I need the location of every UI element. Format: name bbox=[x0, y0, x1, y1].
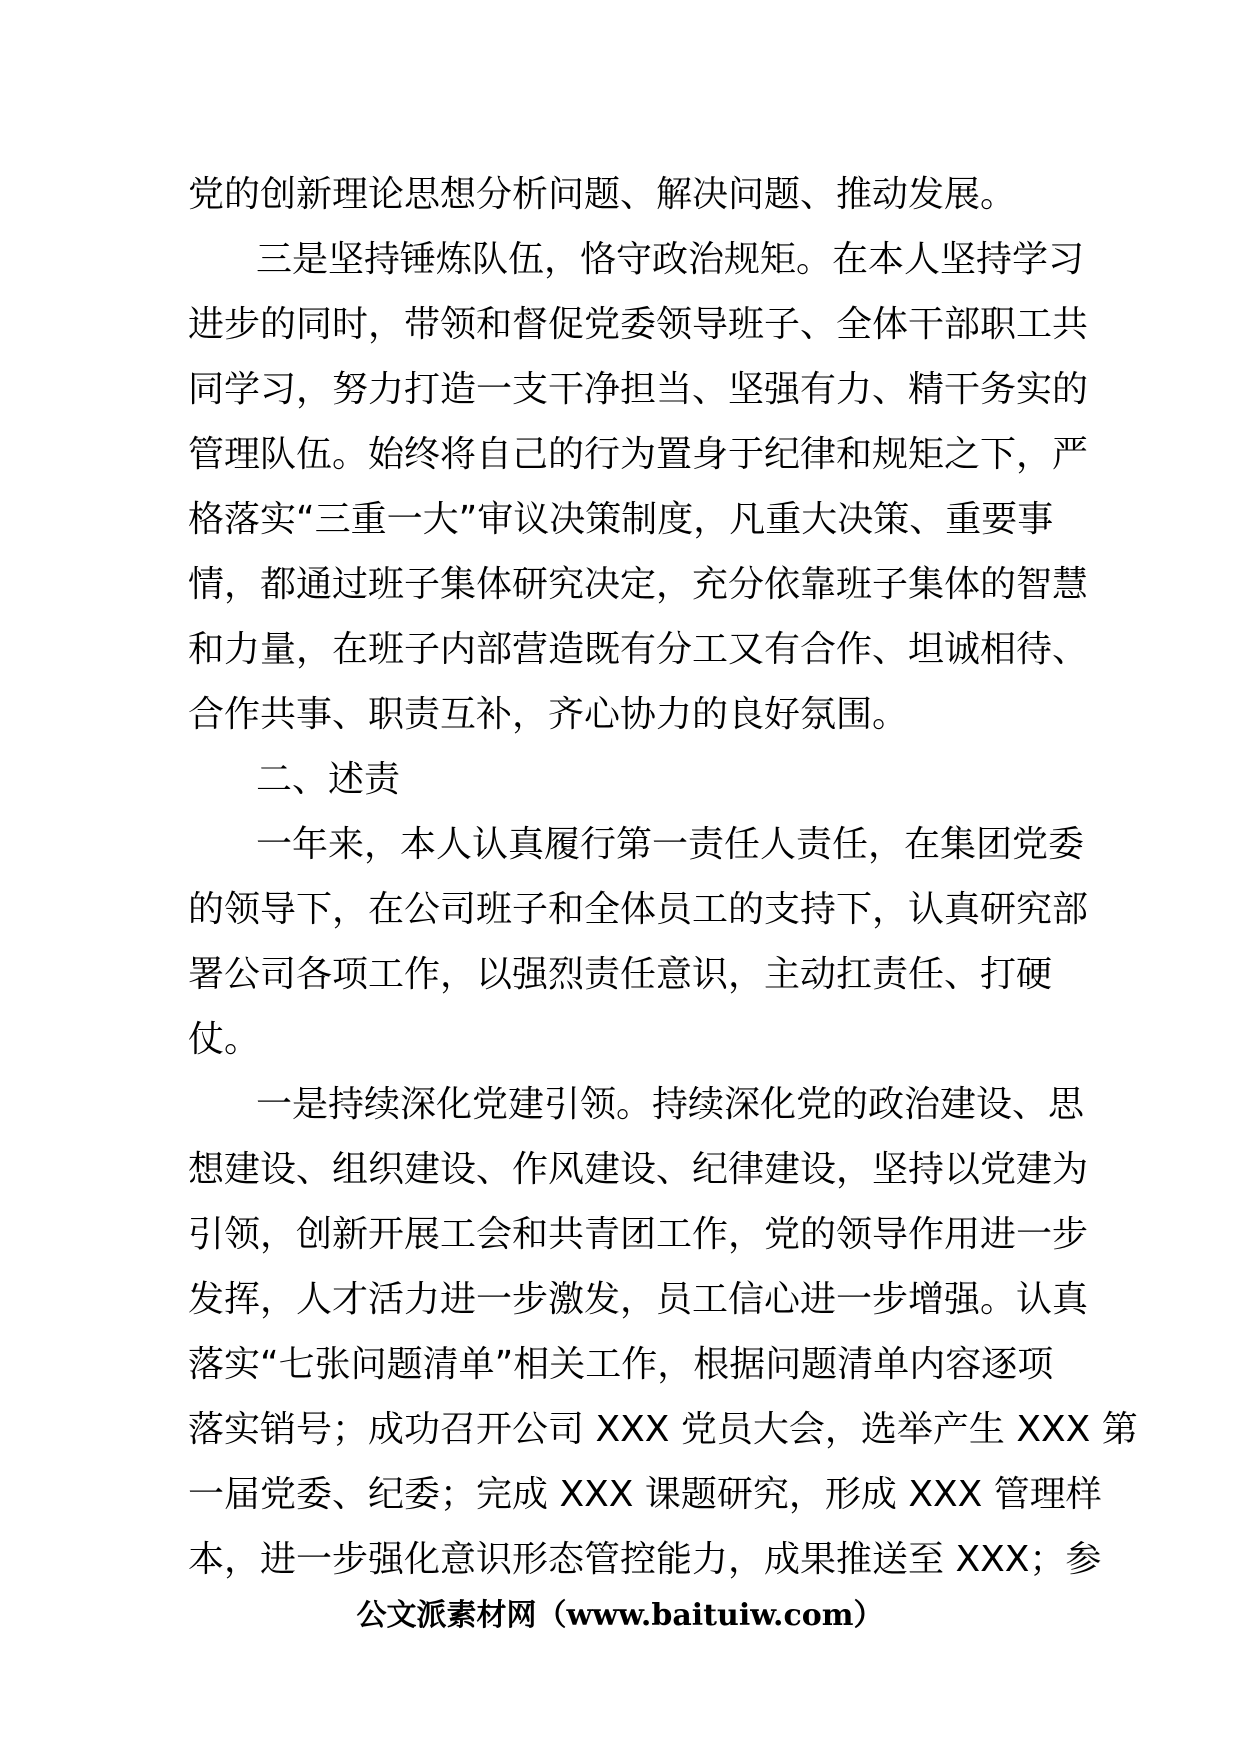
text-line: 格落实“三重一大”审议决策制度，凡重大决策、重要事 bbox=[188, 499, 1054, 540]
section-heading: 二、述责 bbox=[256, 759, 401, 800]
text-line: 三是坚持锤炼队伍，恪守政治规矩。在本人坚持学习 bbox=[256, 239, 1085, 280]
text-line: 进步的同时，带领和督促党委领导班子、全体干部职工共 bbox=[188, 304, 1089, 345]
text-line: 的领导下，在公司班子和全体员工的支持下，认真研究部 bbox=[188, 889, 1089, 930]
text-line: 情，都通过班子集体研究决定，充分依靠班子集体的智慧 bbox=[188, 564, 1089, 605]
text-line: 落实销号；成功召开公司 XXX 党员大会，选举产生 XXX 第 bbox=[188, 1409, 1138, 1450]
text-line: 想建设、组织建设、作风建设、纪律建设，坚持以党建为 bbox=[188, 1149, 1089, 1190]
body-text bbox=[188, 162, 1138, 1592]
text-line: 一是持续深化党建引领。持续深化党的政治建设、思 bbox=[256, 1084, 1085, 1125]
text-line: 党的创新理论思想分析问题、解决问题、推动发展。 bbox=[188, 174, 1017, 215]
text-line: 和力量，在班子内部营造既有分工又有合作、坦诚相待、 bbox=[188, 629, 1089, 670]
text-line: 管理队伍。始终将自己的行为置身于纪律和规矩之下，严 bbox=[188, 434, 1089, 475]
text-line: 同学习，努力打造一支干净担当、坚强有力、精干务实的 bbox=[188, 369, 1089, 410]
footer-watermark: 公文派素材网（www.baituiw.com） bbox=[356, 1598, 884, 1633]
text-line: 落实“七张问题清单”相关工作，根据问题清单内容逐项 bbox=[188, 1344, 1054, 1385]
text-line: 仗。 bbox=[188, 1019, 261, 1060]
text-line: 引领，创新开展工会和共青团工作，党的领导作用进一步 bbox=[188, 1214, 1089, 1255]
text-line: 署公司各项工作，以强烈责任意识，主动扛责任、打硬 bbox=[188, 954, 1053, 995]
text-line: 一届党委、纪委；完成 XXX 课题研究，形成 XXX 管理样 bbox=[188, 1474, 1102, 1515]
text-line: 合作共事、职责互补，齐心协力的良好氛围。 bbox=[188, 694, 909, 735]
text-line: 一年来，本人认真履行第一责任人责任，在集团党委 bbox=[256, 824, 1085, 865]
text-line: 本，进一步强化意识形态管控能力，成果推送至 XXX；参 bbox=[188, 1539, 1102, 1580]
text-line: 发挥，人才活力进一步激发，员工信心进一步增强。认真 bbox=[188, 1279, 1089, 1320]
